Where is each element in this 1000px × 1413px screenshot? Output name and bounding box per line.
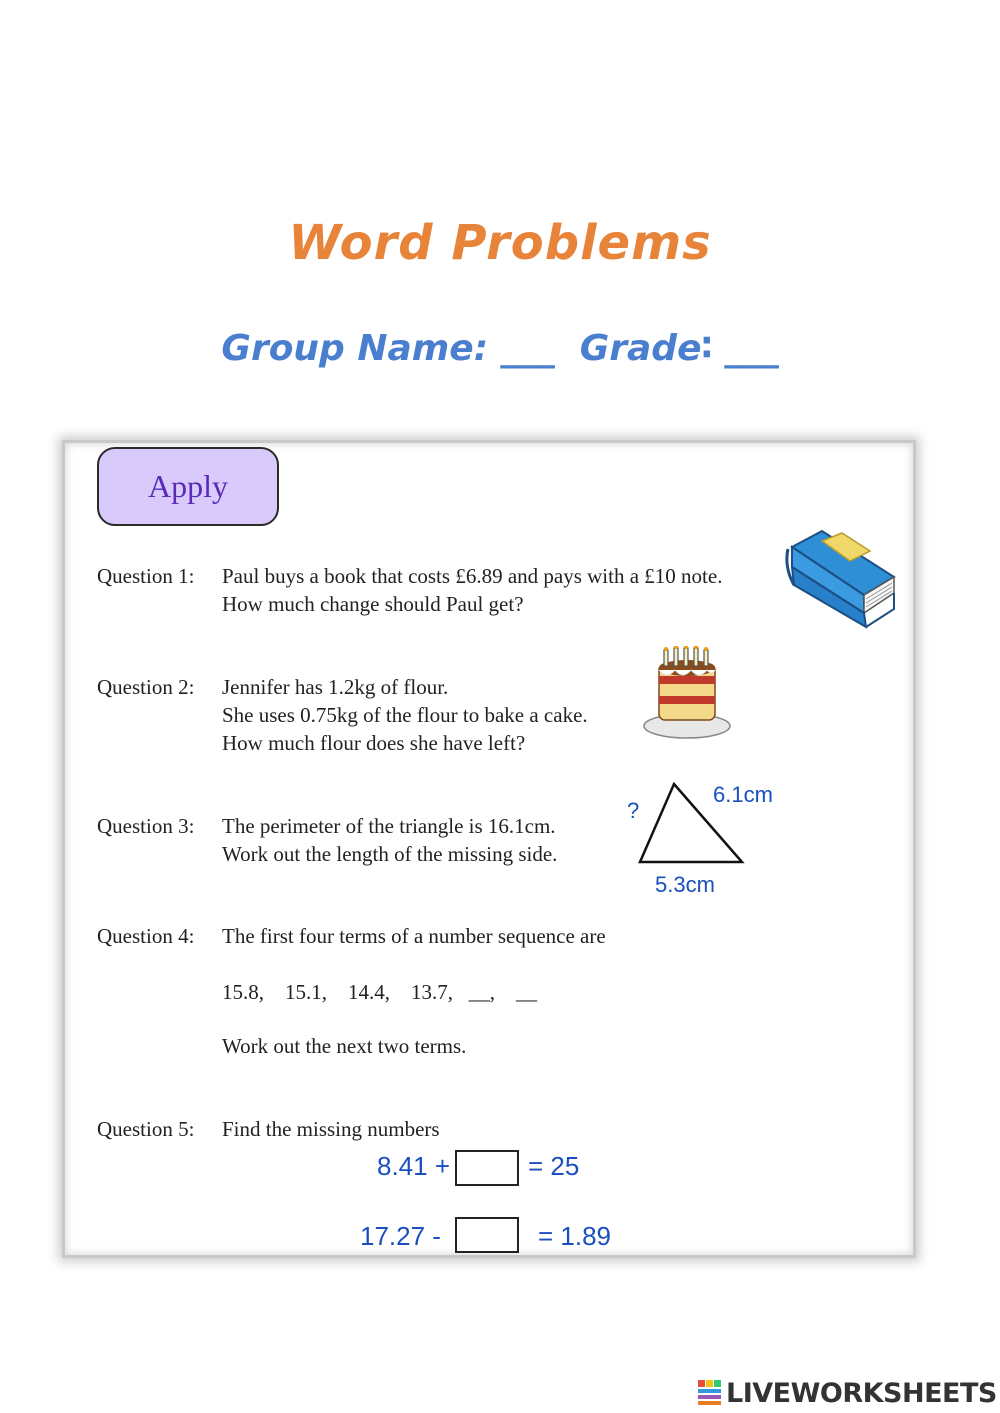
liveworksheets-logo — [697, 1376, 997, 1410]
question-2-line-2: She uses 0.75kg of the flour to bake a cake. — [222, 703, 588, 727]
logo-icon — [697, 1379, 723, 1407]
question-4-label: Question 4: — [97, 924, 195, 948]
question-2-label: Question 2: — [97, 675, 195, 699]
question-5-line-1: Find the missing numbers — [222, 1117, 440, 1141]
question-5-text — [222, 1115, 440, 1143]
equation-1-left: 8.41 + — [377, 1151, 451, 1181]
equation-1-right: = 25 — [528, 1151, 580, 1181]
group-grade-line: Group Name: ___ Grade∶ ___ — [221, 328, 779, 369]
triangle-side-a-label: 6.1cm — [713, 782, 773, 807]
book-icon — [782, 527, 898, 633]
equation-2-left: 17.27 - — [360, 1221, 441, 1251]
question-1-line-2: How much change should Paul get? — [222, 592, 524, 616]
question-4-sequence: 15.8, 15.1, 14.4, 13.7, __, __ — [222, 980, 537, 1004]
apply-badge: Apply — [97, 447, 279, 526]
question-2-line-1: Jennifer has 1.2kg of flour. — [222, 675, 449, 699]
question-3-text — [222, 812, 557, 868]
triangle-side-b-label: 5.3cm — [655, 872, 715, 897]
question-1-line-1: Paul buys a book that costs £6.89 and pays with a £10 note. — [222, 564, 723, 588]
brand-name: LIVEWORKSHEETS — [726, 1377, 997, 1409]
question-3-line-1: The perimeter of the triangle is 16.1cm. — [222, 814, 556, 838]
question-2-line-3: How much flour does she have left? — [222, 731, 526, 755]
question-5-label: Question 5: — [97, 1117, 195, 1141]
question-1-label: Question 1: — [97, 564, 195, 588]
page-title: Word Problems — [288, 215, 712, 271]
equation-2-answer-box[interactable] — [455, 1217, 519, 1253]
equation-2-right: = 1.89 — [538, 1221, 612, 1251]
question-4-followup: Work out the next two terms. — [222, 1034, 467, 1058]
question-4-text — [222, 922, 606, 950]
question-2-text — [222, 673, 588, 757]
equation-1-answer-box[interactable] — [455, 1150, 519, 1186]
question-3-label: Question 3: — [97, 814, 195, 838]
question-3-line-2: Work out the length of the missing side. — [222, 842, 558, 866]
question-1-text — [222, 562, 722, 618]
question-4-line-1: The first four terms of a number sequence are — [222, 924, 606, 948]
cake-icon — [642, 646, 732, 740]
triangle-unknown-label: ? — [627, 798, 640, 823]
